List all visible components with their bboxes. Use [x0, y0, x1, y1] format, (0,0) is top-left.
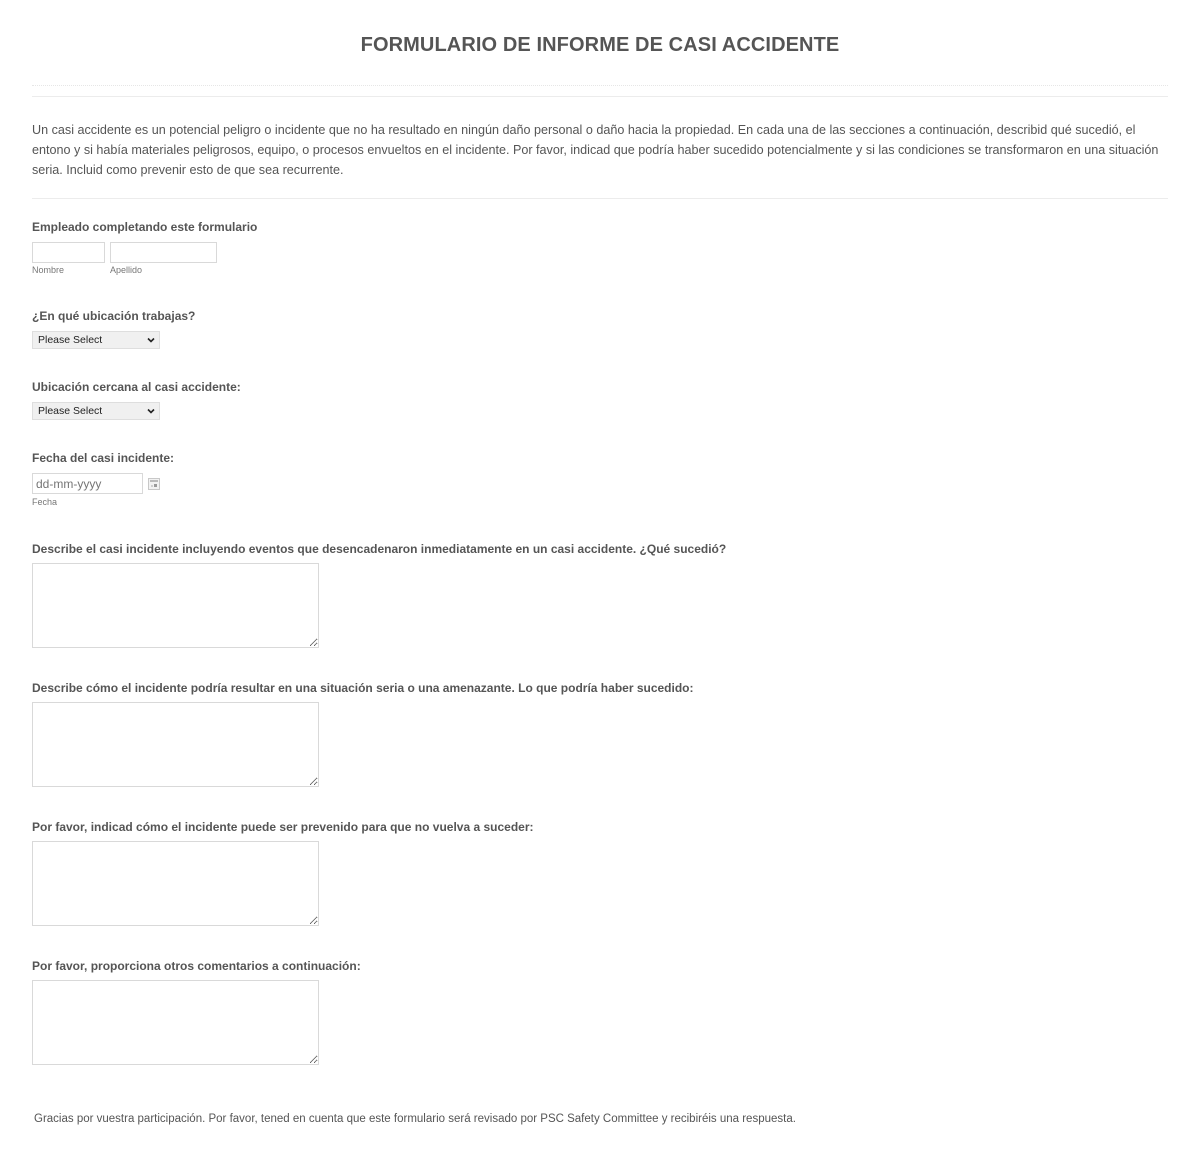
calendar-icon[interactable]	[148, 478, 160, 490]
date-sublabel: Fecha	[32, 497, 58, 507]
last-name-sublabel: Apellido	[110, 265, 143, 275]
question-could-have-happened-label: Describe cómo el incidente podría resultar en una situación seria o una amenazante. Lo que podría haber sucedido:	[32, 681, 694, 695]
chevron-down-icon	[147, 336, 155, 344]
employee-label: Empleado completando este formulario	[32, 220, 258, 234]
near-location-select[interactable]	[32, 402, 160, 420]
question-what-happened-textarea[interactable]	[32, 563, 319, 648]
work-location-select[interactable]	[32, 331, 160, 349]
form-title: FORMULARIO DE INFORME DE CASI ACCIDENTE	[360, 34, 840, 56]
date-label: Fecha del casi incidente:	[32, 451, 175, 465]
question-prevention-label: Por favor, indicad cómo el incidente puede ser prevenido para que no vuelva a suceder:	[32, 820, 534, 834]
near-location-label: Ubicación cercana al casi accidente:	[32, 380, 241, 394]
question-comments-textarea[interactable]	[32, 980, 319, 1065]
first-name-input[interactable]	[32, 242, 105, 263]
work-location-label: ¿En qué ubicación trabajas?	[32, 309, 196, 323]
footer-note: Gracias por vuestra participación. Por favor, tened en cuenta que este formulario será revisado por PSC Safety Committee y recibiréis una respuesta.	[34, 1113, 796, 1125]
last-name-input[interactable]	[110, 242, 217, 263]
question-could-have-happened-textarea[interactable]	[32, 702, 319, 787]
question-what-happened-label: Describe el casi incidente incluyendo eventos que desencadenaron inmediatamente en un casi accidente. ¿Qué sucedió?	[32, 542, 727, 556]
question-prevention-textarea[interactable]	[32, 841, 319, 926]
chevron-down-icon	[147, 407, 155, 415]
work-location-selected: Please Select	[38, 334, 103, 346]
first-name-sublabel: Nombre	[32, 265, 65, 275]
title-divider-dotted	[32, 85, 1168, 86]
title-divider	[32, 96, 1168, 97]
intro-divider	[32, 198, 1168, 199]
near-location-selected: Please Select	[38, 405, 103, 417]
question-comments-label: Por favor, proporciona otros comentarios a continuación:	[32, 959, 361, 973]
form-intro: Un casi accidente es un potencial peligro o incidente que no ha resultado en ningún daño personal o daño hacia la propiedad. En cada una de las secciones a continuación, describid qué sucedió, el entono y si había materiales peligrosos, equipo, o procesos envueltos en el incidente. Por favor, indicad que podría haber sucedido potencialmente y si las condiciones se transformaron en una situación seria. Incluid como prevenir esto de que sea recurrente.	[32, 123, 1159, 177]
date-input[interactable]	[32, 473, 143, 494]
